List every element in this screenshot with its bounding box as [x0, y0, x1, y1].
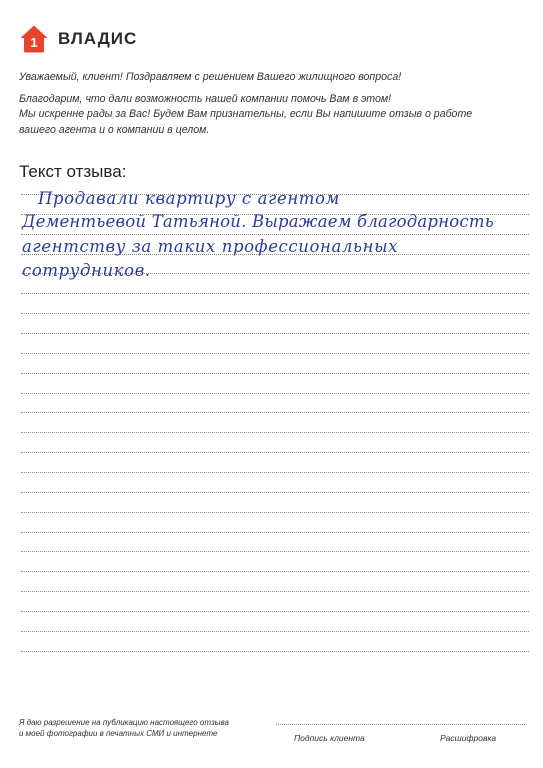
ruled-line: [21, 452, 529, 453]
decoding-label: Расшифровка: [440, 733, 497, 743]
ruled-line: [21, 551, 529, 552]
ruled-line: [21, 234, 529, 235]
intro-line-2: Мы искренне рады за Вас! Будем Вам признательны, если Вы напишите отзыв о работе: [19, 108, 473, 120]
ruled-line: [21, 591, 529, 592]
brand-name: ВЛАДИС: [58, 29, 138, 48]
ruled-line: [21, 631, 529, 632]
consent-line-1: Я даю разрешение на публикацию настоящего отзыва: [19, 718, 229, 727]
ruled-lines: [21, 0, 529, 768]
handwritten-line: Дементьевой Татьяной. Выражаем благодарность: [22, 212, 494, 231]
logo-badge-number: 1: [30, 35, 38, 50]
signature-label: Подпись клиента: [294, 733, 365, 743]
handwritten-line: Продавали квартиру с агентом: [38, 189, 340, 208]
ruled-line: [21, 313, 529, 314]
ruled-line: [21, 651, 529, 652]
ruled-line: [21, 532, 529, 533]
review-heading: Текст отзыва:: [19, 162, 127, 181]
consent-line-2: и моей фотографии в печатных СМИ и интернете: [19, 729, 218, 738]
intro-line-3: вашего агента и о компании в целом.: [19, 123, 210, 136]
handwritten-line: агентству за таких профессиональных: [22, 237, 399, 256]
ruled-line: [21, 571, 529, 572]
ruled-line: [21, 293, 529, 294]
ruled-line: [21, 412, 529, 413]
intro-line-1: Благодарим, что дали возможность нашей компании помочь Вам в этом!: [19, 92, 392, 105]
ruled-line: [21, 393, 529, 394]
ruled-line: [21, 353, 529, 354]
ruled-line: [21, 611, 529, 612]
ruled-line: [21, 432, 529, 433]
publication-consent: [19, 717, 269, 739]
ruled-line: [21, 512, 529, 513]
ruled-line: [21, 333, 529, 334]
ruled-line: [21, 492, 529, 493]
ruled-line: [21, 472, 529, 473]
ruled-line: [21, 373, 529, 374]
handwritten-line: сотрудников.: [22, 261, 151, 280]
signature-line: [276, 724, 525, 725]
intro-greeting: Уважаемый, клиент! Поздравляем с решением Вашего жилищного вопроса!: [19, 71, 402, 83]
